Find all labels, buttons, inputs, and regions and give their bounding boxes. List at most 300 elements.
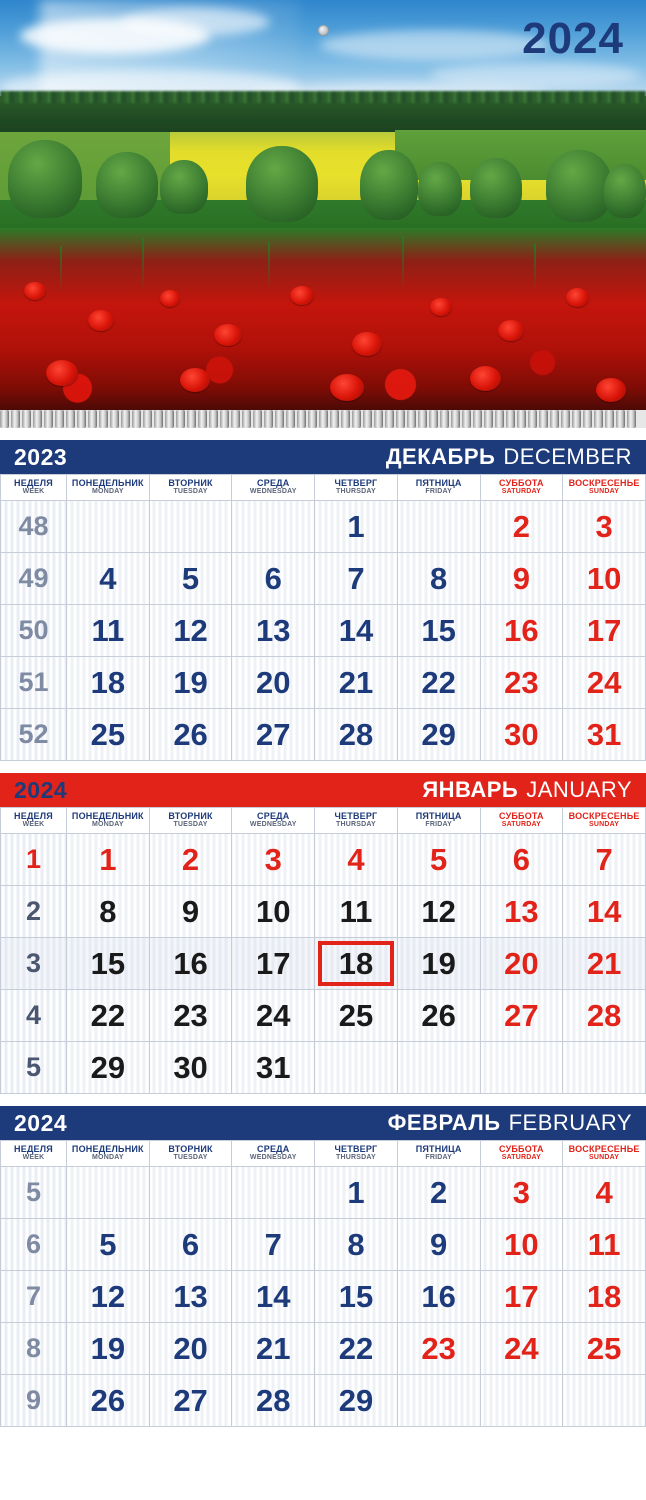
day-cell[interactable]: 16 — [149, 938, 232, 990]
day-cell[interactable]: 19 — [149, 657, 232, 709]
day-cell[interactable]: 13 — [149, 1271, 232, 1323]
day-cell[interactable]: 9 — [480, 553, 563, 605]
week-row — [1, 1042, 646, 1094]
spiral-coil — [88, 410, 97, 428]
month-name — [386, 444, 632, 470]
column-header-ru: ПЯТНИЦА — [415, 810, 462, 821]
day-cell[interactable]: 28 — [232, 1375, 315, 1427]
week-number-cell: 48 — [1, 501, 67, 553]
column-header-en: FRIDAY — [425, 488, 452, 496]
day-cell[interactable]: 6 — [232, 553, 315, 605]
day-cell[interactable]: 22 — [67, 990, 150, 1042]
spiral-coil — [583, 410, 592, 428]
spiral-coil — [572, 410, 581, 428]
poppy — [46, 360, 78, 386]
day-cell[interactable]: 2 — [397, 1167, 480, 1219]
week-number-cell: 5 — [1, 1042, 67, 1094]
column-header-monday — [67, 1141, 150, 1167]
column-header-ru: ПОНЕДЕЛЬНИК — [71, 477, 144, 488]
day-cell[interactable]: 8 — [397, 553, 480, 605]
week-number-cell: 6 — [1, 1219, 67, 1271]
spiral-coil — [55, 410, 64, 428]
month-name-ru: ЯНВАРЬ — [422, 777, 519, 802]
calendar-grid-february — [0, 1140, 646, 1427]
tree — [360, 150, 418, 220]
month-block-february — [0, 1106, 646, 1427]
column-header-en: TUESDAY — [173, 821, 208, 829]
spiral-coil — [110, 410, 119, 428]
spiral-coil — [231, 410, 240, 428]
spiral-coil — [429, 410, 438, 428]
column-header-wednesday — [232, 1141, 315, 1167]
column-header-en: WEDNESDAY — [249, 821, 297, 829]
column-header-en: SATURDAY — [501, 488, 542, 496]
spiral-coil — [66, 410, 75, 428]
header-photo — [0, 0, 646, 410]
day-cell[interactable]: 21 — [563, 938, 646, 990]
day-cell[interactable]: 23 — [397, 1323, 480, 1375]
spiral-coil — [187, 410, 196, 428]
spiral-coil — [605, 410, 614, 428]
column-header-en: FRIDAY — [425, 821, 452, 829]
spiral-coil — [99, 410, 108, 428]
column-header-en: SUNDAY — [589, 1154, 620, 1162]
day-cell[interactable]: 7 — [315, 553, 398, 605]
column-header-en: SATURDAY — [501, 1154, 542, 1162]
column-header-ru: НЕДЕЛЯ — [14, 810, 53, 821]
column-header-thursday — [315, 1141, 398, 1167]
poppy — [88, 310, 114, 331]
poppy — [498, 320, 524, 341]
day-cell[interactable]: 10 — [232, 886, 315, 938]
spiral-coil — [209, 410, 218, 428]
spiral-coil — [440, 410, 449, 428]
day-cell[interactable]: 13 — [480, 886, 563, 938]
column-header-saturday — [480, 1141, 563, 1167]
spiral-coil — [198, 410, 207, 428]
week-number-cell: 51 — [1, 657, 67, 709]
column-header-en: MONDAY — [92, 488, 124, 496]
spiral-coil — [484, 410, 493, 428]
column-header-ru: СУББОТА — [498, 810, 544, 821]
day-cell[interactable]: 6 — [149, 1219, 232, 1271]
day-cell[interactable]: 12 — [67, 1271, 150, 1323]
column-header-ru: ЧЕТВЕРГ — [334, 477, 378, 488]
spiral-coil — [33, 410, 42, 428]
tree — [246, 146, 318, 222]
column-header-en: MONDAY — [92, 821, 124, 829]
month-header-february — [0, 1106, 646, 1140]
day-cell[interactable]: 26 — [397, 990, 480, 1042]
day-cell[interactable] — [67, 501, 150, 553]
week-row — [1, 605, 646, 657]
day-cell[interactable]: 26 — [67, 1375, 150, 1427]
day-cell[interactable]: 14 — [315, 605, 398, 657]
day-cell[interactable]: 20 — [480, 938, 563, 990]
week-row — [1, 657, 646, 709]
day-cell[interactable]: 16 — [397, 1271, 480, 1323]
tree — [546, 150, 612, 222]
day-cell[interactable]: 5 — [67, 1219, 150, 1271]
day-cell[interactable]: 22 — [315, 1323, 398, 1375]
spiral-coil — [275, 410, 284, 428]
day-cell[interactable]: 2 — [480, 501, 563, 553]
grass — [142, 238, 144, 292]
month-name-ru: ДЕКАБРЬ — [385, 444, 496, 469]
day-cell[interactable]: 26 — [149, 709, 232, 761]
day-cell[interactable]: 1 — [315, 1167, 398, 1219]
spiral-coil — [165, 410, 174, 428]
spiral-coil — [11, 410, 20, 428]
month-block-january — [0, 773, 646, 1094]
day-cell[interactable] — [563, 1375, 646, 1427]
day-cell[interactable]: 15 — [67, 938, 150, 990]
week-number-cell: 49 — [1, 553, 67, 605]
column-header-ru: ВТОРНИК — [168, 810, 213, 821]
column-header-ru: СРЕДА — [257, 810, 290, 821]
day-cell[interactable]: 7 — [563, 834, 646, 886]
column-header-ru: НЕДЕЛЯ — [14, 1143, 53, 1154]
month-name-en: JANUARY — [526, 777, 632, 802]
column-header-ru: СУББОТА — [498, 477, 544, 488]
day-cell[interactable]: 12 — [397, 886, 480, 938]
day-cell[interactable]: 4 — [315, 834, 398, 886]
column-header-wednesday — [232, 475, 315, 501]
day-cell[interactable]: 22 — [397, 657, 480, 709]
week-row — [1, 990, 646, 1042]
spiral-coil — [176, 410, 185, 428]
column-header-en: FRIDAY — [425, 1154, 452, 1162]
day-cell[interactable]: 21 — [232, 1323, 315, 1375]
column-header-thursday — [315, 808, 398, 834]
week-row — [1, 1219, 646, 1271]
column-header-monday — [67, 808, 150, 834]
column-header-en: THURSDAY — [336, 1154, 376, 1162]
column-header-wednesday — [232, 808, 315, 834]
day-cell[interactable]: 30 — [149, 1042, 232, 1094]
day-cell[interactable]: 30 — [480, 709, 563, 761]
column-header-ru: ЧЕТВЕРГ — [334, 810, 378, 821]
week-number-cell: 5 — [1, 1167, 67, 1219]
column-header-ru: ВТОРНИК — [168, 477, 213, 488]
day-cell[interactable]: 12 — [149, 605, 232, 657]
day-cell[interactable]: 10 — [563, 553, 646, 605]
column-header-thursday — [315, 475, 398, 501]
spiral-coil — [374, 410, 383, 428]
day-cell[interactable]: 29 — [397, 709, 480, 761]
day-cell[interactable]: 8 — [67, 886, 150, 938]
column-header-en: THURSDAY — [336, 821, 376, 829]
poppy — [160, 290, 180, 307]
month-year: 2024 — [14, 1109, 68, 1136]
day-cell[interactable]: 24 — [480, 1323, 563, 1375]
spiral-coil — [407, 410, 416, 428]
poppy — [330, 374, 364, 401]
day-cell[interactable]: 29 — [315, 1375, 398, 1427]
column-header-en: WEDNESDAY — [249, 488, 297, 496]
poppy — [180, 368, 210, 392]
day-cell[interactable]: 20 — [149, 1323, 232, 1375]
column-header-monday — [67, 475, 150, 501]
spiral-coil — [363, 410, 372, 428]
spiral-coil — [594, 410, 603, 428]
column-header-friday — [397, 808, 480, 834]
poppy — [566, 288, 589, 307]
day-cell[interactable]: 3 — [232, 834, 315, 886]
day-cell[interactable]: 15 — [315, 1271, 398, 1323]
week-row — [1, 1375, 646, 1427]
spiral-coil — [286, 410, 295, 428]
month-year: 2023 — [14, 443, 68, 470]
spiral-coil — [143, 410, 152, 428]
day-cell[interactable]: 3 — [480, 1167, 563, 1219]
day-cell[interactable]: 15 — [397, 605, 480, 657]
day-cell[interactable]: 3 — [563, 501, 646, 553]
column-header-tuesday — [149, 808, 232, 834]
spiral-coil — [462, 410, 471, 428]
tree — [418, 162, 462, 216]
day-cell[interactable]: 25 — [563, 1323, 646, 1375]
month-header-december — [0, 440, 646, 474]
day-cell[interactable]: 17 — [563, 605, 646, 657]
day-cell[interactable] — [397, 1042, 480, 1094]
day-cell[interactable]: 25 — [67, 709, 150, 761]
poppy — [214, 324, 242, 346]
spiral-coil — [154, 410, 163, 428]
spiral-coil — [220, 410, 229, 428]
week-row — [1, 501, 646, 553]
column-header-ru: ПОНЕДЕЛЬНИК — [71, 810, 144, 821]
column-header-ru: СУББОТА — [498, 1143, 544, 1154]
day-cell[interactable]: 27 — [149, 1375, 232, 1427]
day-cell[interactable]: 23 — [480, 657, 563, 709]
spiral-coil — [253, 410, 262, 428]
column-header-ru: ВОСКРЕСЕНЬЕ — [568, 477, 640, 488]
week-number-cell: 2 — [1, 886, 67, 938]
column-header-ru: ВОСКРЕСЕНЬЕ — [568, 1143, 640, 1154]
day-cell[interactable]: 28 — [563, 990, 646, 1042]
day-cell[interactable] — [67, 1167, 150, 1219]
day-cell[interactable]: 4 — [67, 553, 150, 605]
month-name-ru: ФЕВРАЛЬ — [387, 1110, 501, 1135]
column-header-sunday — [563, 1141, 646, 1167]
day-cell[interactable]: 23 — [149, 990, 232, 1042]
year-label: 2024 — [522, 14, 624, 63]
poppy — [596, 378, 626, 402]
day-cell[interactable]: 31 — [232, 1042, 315, 1094]
week-row — [1, 938, 646, 990]
column-header-week — [1, 1141, 67, 1167]
spiral-coil — [308, 410, 317, 428]
day-cell[interactable] — [397, 501, 480, 553]
column-header-ru: НЕДЕЛЯ — [14, 477, 53, 488]
day-cell[interactable]: 11 — [563, 1219, 646, 1271]
spiral-coil — [418, 410, 427, 428]
spiral-coil — [616, 410, 625, 428]
column-header-sunday — [563, 475, 646, 501]
day-cell[interactable]: 19 — [67, 1323, 150, 1375]
month-year: 2024 — [14, 776, 68, 803]
day-cell[interactable]: 27 — [232, 709, 315, 761]
column-header-week — [1, 808, 67, 834]
day-cell[interactable]: 7 — [232, 1219, 315, 1271]
day-cell[interactable]: 14 — [232, 1271, 315, 1323]
week-number-cell: 9 — [1, 1375, 67, 1427]
spiral-coil — [528, 410, 537, 428]
day-cell[interactable]: 24 — [563, 657, 646, 709]
day-cell[interactable] — [563, 1042, 646, 1094]
column-header-friday — [397, 475, 480, 501]
column-header-en: WEEK — [22, 488, 45, 496]
week-number-cell: 7 — [1, 1271, 67, 1323]
column-header-ru: СРЕДА — [257, 477, 290, 488]
column-header-ru: ПЯТНИЦА — [415, 1143, 462, 1154]
day-cell[interactable]: 17 — [232, 938, 315, 990]
day-cell[interactable] — [149, 501, 232, 553]
grass — [268, 242, 270, 292]
week-row — [1, 553, 646, 605]
day-cell[interactable]: 14 — [563, 886, 646, 938]
column-header-en: WEDNESDAY — [249, 1154, 297, 1162]
column-header-ru: ВОСКРЕСЕНЬЕ — [568, 810, 640, 821]
column-header-sunday — [563, 808, 646, 834]
day-cell[interactable]: 21 — [315, 657, 398, 709]
spiral-coil — [550, 410, 559, 428]
column-header-en: WEEK — [22, 1154, 45, 1162]
tree — [8, 140, 82, 218]
day-cell[interactable] — [397, 1375, 480, 1427]
week-number-cell: 8 — [1, 1323, 67, 1375]
column-header-ru: ЧЕТВЕРГ — [334, 1143, 378, 1154]
column-header-en: THURSDAY — [336, 488, 376, 496]
day-cell[interactable] — [480, 1375, 563, 1427]
day-cell[interactable]: 9 — [149, 886, 232, 938]
column-header-tuesday — [149, 1141, 232, 1167]
day-cell[interactable]: 8 — [315, 1219, 398, 1271]
month-name-en: DECEMBER — [503, 444, 632, 469]
spiral-coil — [506, 410, 515, 428]
spiral-coil — [495, 410, 504, 428]
day-cell[interactable]: 4 — [563, 1167, 646, 1219]
column-header-friday — [397, 1141, 480, 1167]
spiral-coil — [22, 410, 31, 428]
day-cell[interactable]: 5 — [397, 834, 480, 886]
week-number-cell: 4 — [1, 990, 67, 1042]
column-header-en: MONDAY — [92, 1154, 124, 1162]
day-cell[interactable]: 11 — [315, 886, 398, 938]
week-number-cell: 1 — [1, 834, 67, 886]
day-cell[interactable]: 27 — [480, 990, 563, 1042]
day-cell[interactable]: 17 — [480, 1271, 563, 1323]
day-cell[interactable]: 18 — [67, 657, 150, 709]
calendar-grid-december — [0, 474, 646, 761]
poppy — [470, 366, 501, 391]
column-header-ru: ПЯТНИЦА — [415, 477, 462, 488]
tree — [604, 164, 646, 218]
month-name — [388, 1110, 632, 1136]
day-cell[interactable]: 29 — [67, 1042, 150, 1094]
day-cell[interactable]: 18 — [315, 938, 398, 990]
day-cell[interactable]: 19 — [397, 938, 480, 990]
poppy — [24, 282, 46, 300]
column-header-en: SUNDAY — [589, 488, 620, 496]
poppy — [290, 286, 314, 305]
tree — [96, 152, 158, 218]
spiral-binding — [0, 410, 646, 428]
cloud — [120, 8, 270, 36]
day-cell[interactable] — [315, 1042, 398, 1094]
column-header-ru: ПОНЕДЕЛЬНИК — [71, 1143, 144, 1154]
tree — [470, 158, 522, 218]
spiral-coil — [517, 410, 526, 428]
month-block-december — [0, 440, 646, 761]
poppy-field — [0, 228, 646, 410]
day-cell[interactable]: 16 — [480, 605, 563, 657]
day-cell[interactable]: 11 — [67, 605, 150, 657]
spiral-coil — [341, 410, 350, 428]
day-cell[interactable]: 18 — [563, 1271, 646, 1323]
column-header-en: WEEK — [22, 821, 45, 829]
column-header-saturday — [480, 808, 563, 834]
day-cell[interactable] — [480, 1042, 563, 1094]
spiral-coil — [396, 410, 405, 428]
tree — [160, 160, 208, 214]
day-cell[interactable] — [232, 1167, 315, 1219]
spiral-coil — [561, 410, 570, 428]
day-cell[interactable] — [232, 501, 315, 553]
column-header-en: TUESDAY — [173, 488, 208, 496]
day-cell[interactable]: 9 — [397, 1219, 480, 1271]
spiral-coil — [539, 410, 548, 428]
spiral-coil — [0, 410, 9, 428]
spiral-coil — [385, 410, 394, 428]
day-cell[interactable]: 2 — [149, 834, 232, 886]
week-row — [1, 834, 646, 886]
column-header-en: SATURDAY — [501, 821, 542, 829]
column-header-week — [1, 475, 67, 501]
spiral-coil — [297, 410, 306, 428]
column-header-ru: ВТОРНИК — [168, 1143, 213, 1154]
spiral-coil — [451, 410, 460, 428]
day-cell[interactable]: 28 — [315, 709, 398, 761]
week-number-cell: 3 — [1, 938, 67, 990]
day-cell[interactable]: 31 — [563, 709, 646, 761]
spiral-coil — [319, 410, 328, 428]
column-header-en: SUNDAY — [589, 821, 620, 829]
column-header-saturday — [480, 475, 563, 501]
day-cell[interactable]: 20 — [232, 657, 315, 709]
spiral-coil — [242, 410, 251, 428]
day-cell[interactable]: 25 — [315, 990, 398, 1042]
spiral-coil — [352, 410, 361, 428]
day-cell[interactable]: 13 — [232, 605, 315, 657]
day-cell[interactable]: 1 — [315, 501, 398, 553]
week-row — [1, 1323, 646, 1375]
week-row — [1, 1271, 646, 1323]
month-name-en: FEBRUARY — [508, 1110, 632, 1135]
day-cell[interactable]: 6 — [480, 834, 563, 886]
day-cell[interactable] — [149, 1167, 232, 1219]
day-cell[interactable]: 1 — [67, 834, 150, 886]
day-cell[interactable]: 24 — [232, 990, 315, 1042]
week-row — [1, 886, 646, 938]
month-name — [422, 777, 632, 803]
spiral-coil — [77, 410, 86, 428]
spiral-coil — [121, 410, 130, 428]
calendar-grid-january — [0, 807, 646, 1094]
day-cell[interactable]: 10 — [480, 1219, 563, 1271]
day-cell[interactable]: 5 — [149, 553, 232, 605]
